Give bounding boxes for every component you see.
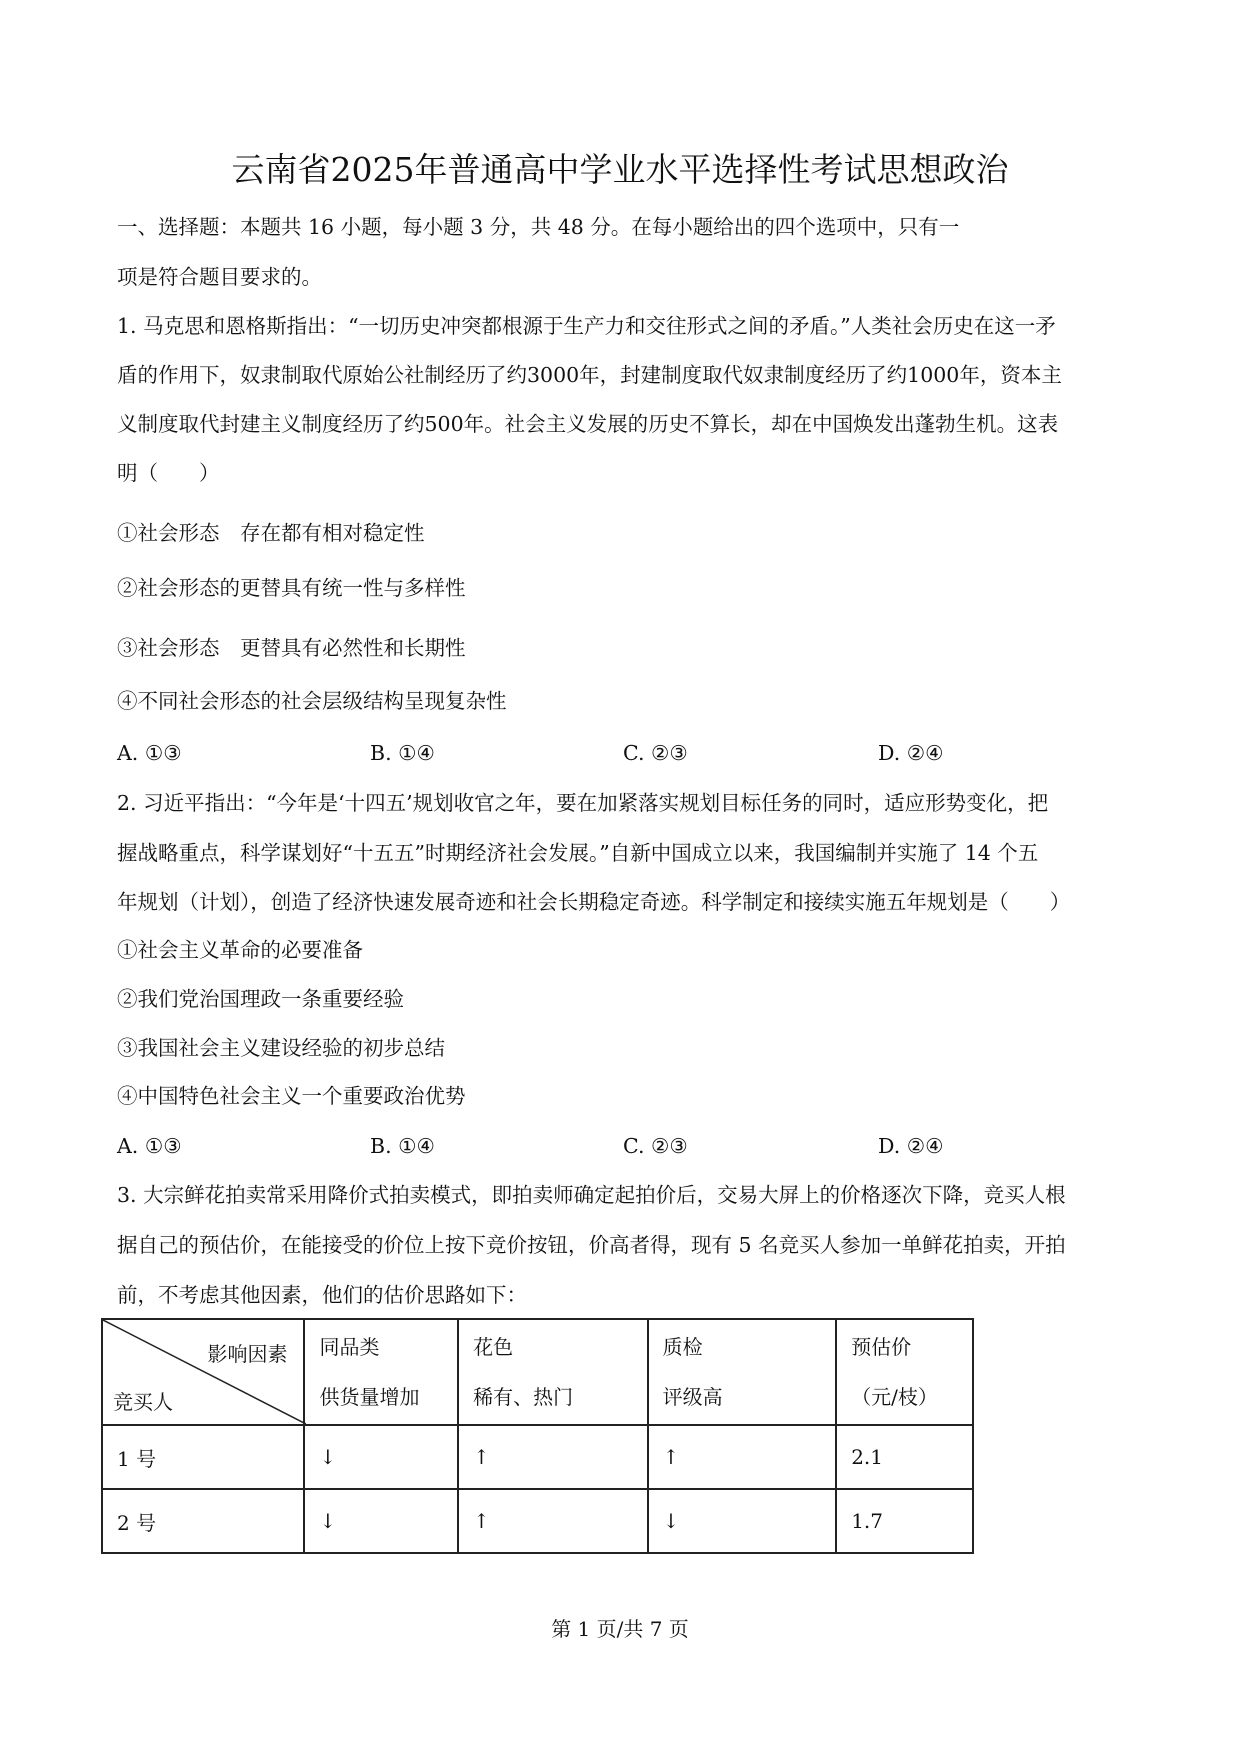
table-cell: ↓	[304, 1425, 458, 1489]
q3-stem-line3: 前，不考虑其他因素，他们的估价思路如下：	[117, 1283, 527, 1307]
q2-option-b[interactable]: B. ①④	[370, 1134, 435, 1158]
q1-option-d[interactable]: D. ②④	[878, 741, 944, 765]
q2-option-d[interactable]: D. ②④	[878, 1134, 944, 1158]
q1-option-a[interactable]: A. ①③	[117, 741, 182, 765]
q1-option-c[interactable]: C. ②③	[623, 741, 688, 765]
q1-stem-line2: 盾的作用下，奴隶制取代原始公社制经历了约3000年，封建制度取代奴隶制度经历了约1000年，资本主	[117, 363, 1062, 387]
table-cell: ↑	[458, 1425, 648, 1489]
q1-item-1: ①社会形态 存在都有相对稳定性	[117, 521, 425, 545]
table-cell: 2.1	[836, 1425, 973, 1489]
section-heading-line1: 一、选择题：本题共 16 小题，每小题 3 分，共 48 分。在每小题给出的四个选项中，只有一	[117, 215, 960, 239]
q1-option-b[interactable]: B. ①④	[370, 741, 435, 765]
header-line2: （元/枝）	[851, 1385, 938, 1409]
q2-stem-line2: 握战略重点，科学谋划好“十五五”时期经济社会发展。”自新中国成立以来，我国编制并实施了 14 个五	[117, 841, 1039, 865]
table-cell: ↑	[648, 1425, 837, 1489]
table-cell: 1.7	[836, 1489, 973, 1553]
page-footer: 第 1 页/共 7 页	[551, 1617, 689, 1641]
q2-option-a[interactable]: A. ①③	[117, 1134, 182, 1158]
header-line1: 同品类	[319, 1335, 380, 1359]
header-line1: 预估价	[851, 1335, 912, 1359]
header-line2: 评级高	[662, 1385, 723, 1409]
q3-stem-line1: 3. 大宗鲜花拍卖常采用降价式拍卖模式，即拍卖师确定起拍价后，交易大屏上的价格逐次下降，竞买人根	[117, 1183, 1066, 1207]
table-cell: 1 号	[102, 1425, 304, 1489]
q3-estimate-table	[101, 1318, 974, 1554]
page-title: 云南省2025年普通高中学业水平选择性考试思想政治	[231, 150, 1009, 189]
q2-item-2: ②我们党治国理政一条重要经验	[117, 987, 404, 1011]
table-header-cell	[836, 1319, 973, 1425]
table-corner-cell	[102, 1319, 304, 1425]
table-row	[102, 1425, 973, 1489]
table-cell: ↓	[304, 1489, 458, 1553]
header-line1: 花色	[473, 1335, 514, 1359]
table-header-row	[102, 1319, 973, 1425]
section-heading-line2: 项是符合题目要求的。	[117, 265, 322, 289]
q1-item-4: ④不同社会形态的社会层级结构呈现复杂性	[117, 689, 507, 713]
table-row	[102, 1489, 973, 1553]
q1-stem-line3: 义制度取代封建主义制度经历了约500年。社会主义发展的历史不算长，却在中国焕发出蓬勃生机。这表	[117, 412, 1059, 436]
q1-item-3: ③社会形态 更替具有必然性和长期性	[117, 636, 466, 660]
header-line1: 质检	[662, 1335, 703, 1359]
q2-item-4: ④中国特色社会主义一个重要政治优势	[117, 1084, 466, 1108]
table-cell: ↓	[648, 1489, 837, 1553]
q1-stem-line1: 1. 马克思和恩格斯指出：“一切历史冲突都根源于生产力和交往形式之间的矛盾。”人类社会历史在这一矛	[117, 314, 1056, 338]
table-cell: 2 号	[102, 1489, 304, 1553]
table-header-cell	[648, 1319, 837, 1425]
q2-option-c[interactable]: C. ②③	[623, 1134, 688, 1158]
q2-item-1: ①社会主义革命的必要准备	[117, 938, 363, 962]
q2-item-3: ③我国社会主义建设经验的初步总结	[117, 1036, 445, 1060]
table-header-cell	[458, 1319, 648, 1425]
q1-item-2: ②社会形态的更替具有统一性与多样性	[117, 576, 466, 600]
corner-label-factors: 影响因素	[207, 1342, 288, 1366]
table-cell: ↑	[458, 1489, 648, 1553]
q2-stem-line3: 年规划（计划），创造了经济快速发展奇迹和社会长期稳定奇迹。科学制定和接续实施五年规划是（ ）	[117, 890, 1071, 914]
header-line2: 稀有、热门	[473, 1385, 574, 1409]
corner-label-bidder: 竞买人	[113, 1390, 173, 1414]
header-line2: 供货量增加	[319, 1385, 420, 1409]
q3-stem-line2: 据自己的预估价，在能接受的价位上按下竞价按钮，价高者得，现有 5 名竞买人参加一单鲜花拍卖，开拍	[117, 1233, 1066, 1257]
q2-stem-line1: 2. 习近平指出：“今年是‘十四五’规划收官之年，要在加紧落实规划目标任务的同时，适应形势变化，把	[117, 791, 1049, 815]
q1-stem-line4: 明（ ）	[117, 461, 220, 485]
table-header-cell	[304, 1319, 458, 1425]
